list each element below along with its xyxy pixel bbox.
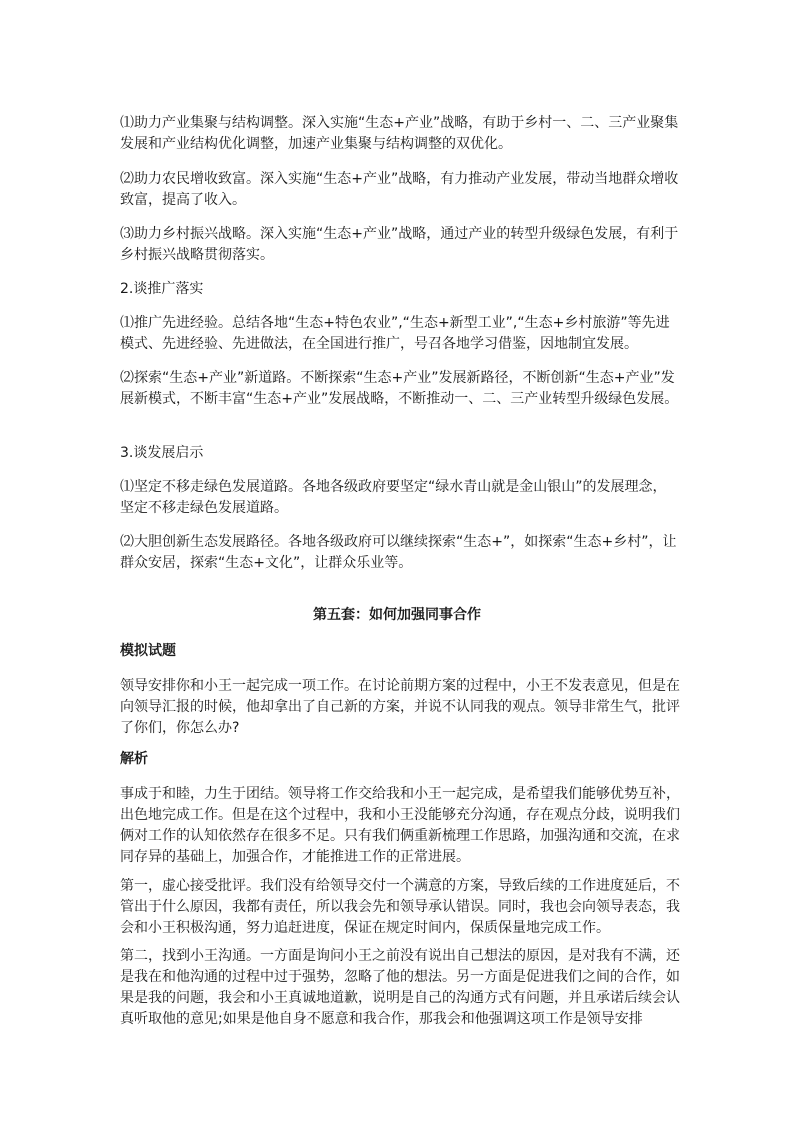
analysis-point-one: 第一，虚心接受批评。我们没有给领导交付一个满意的方案，导致后续的工作进度延后，不管出于什么原因，我都有责任，所以我会先和领导承认错误。同时，我也会向领导表态，我会和小王积极沟通，努力追赶进度，保证在规定时间内，保质保量地完成工作。 xyxy=(120,878,680,936)
heading-enlightenment: 3.谈发展启示 xyxy=(120,445,204,461)
heading-mock-question: 模拟试题 xyxy=(120,643,176,659)
paragraph-innovate-path: ⑵大胆创新生态发展路径。各地各级政府可以继续探索“生态+”，如探索“生态+乡村”，让群众安居，探索“生态+文化”，让群众乐业等。 xyxy=(120,534,677,571)
heading-analysis: 解析 xyxy=(120,751,148,767)
paragraph-farmer-income: ⑵助力农民增收致富。深入实施“生态+产业”战略，有力推动产业发展，带动当地群众增收致富，提高了收入。 xyxy=(120,171,679,208)
heading-promotion: 2.谈推广落实 xyxy=(120,281,204,297)
paragraph-promote-experience: ⑴推广先进经验。总结各地“生态+特色农业”,“生态+新型工业”,“生态+乡村旅游”等先进模式、先进经验、先进做法，在全国进行推广，号召各地学习借鉴，因地制宜发展。 xyxy=(120,315,670,352)
section-title: 第五套：如何加强同事合作 xyxy=(313,607,481,623)
analysis-point-two: 第二，找到小王沟通。一方面是询问小王之前没有说出自己想法的原因，是对我有不满，还是我在和他沟通的过程中过于强势，忽略了他的想法。另一方面是促进我们之间的合作，如果是我的问题，我会和小王真诚地道歉，说明是自己的沟通方式有问题，并且承诺后续会认真听取他的意见;如果是他自身不愿意和我合作，那我会和他强调这项工作是领导安排 xyxy=(120,948,680,1027)
analysis-intro: 事成于和睦，力生于团结。领导将工作交给我和小王一起完成，是希望我们能够优势互补，出色地完成工作。但是在这个过程中，我和小王没能够充分沟通，存在观点分歧，说明我们俩对工作的认知依然存在很多不足。只有我们俩重新梳理工作思路，加强沟通和交流，在求同存异的基础上，加强合作，才能推进工作的正常进展。 xyxy=(120,786,680,865)
paragraph-rural-revitalization: ⑶助力乡村振兴战略。深入实施“生态+产业”战略，通过产业的转型升级绿色发展，有利于乡村振兴战略贯彻落实。 xyxy=(120,226,679,263)
paragraph-explore-new-path: ⑵探索“生态+产业”新道路。不断探索“生态+产业”发展新路径，不断创新“生态+产业”发展新模式，不断丰富“生态+产业”发展战略，不断推动一、二、三产业转型升级绿色发展。 xyxy=(120,370,679,407)
question-text: 领导安排你和小王一起完成一项工作。在讨论前期方案的过程中，小王不发表意见，但是在向领导汇报的时候，他却拿出了自己新的方案，并说不认同我的观点。领导非常生气，批评了你们，你怎么办? xyxy=(120,678,680,736)
paragraph-green-development: ⑴坚定不移走绿色发展道路。各地各级政府要坚定“绿水青山就是金山银山”的发展理念，坚定不移走绿色发展道路。 xyxy=(120,479,667,516)
paragraph-industry-cluster: ⑴助力产业集聚与结构调整。深入实施“生态+产业”战略，有助于乡村一、二、三产业聚集发展和产业结构优化调整，加速产业集聚与结构调整的双优化。 xyxy=(120,115,679,152)
